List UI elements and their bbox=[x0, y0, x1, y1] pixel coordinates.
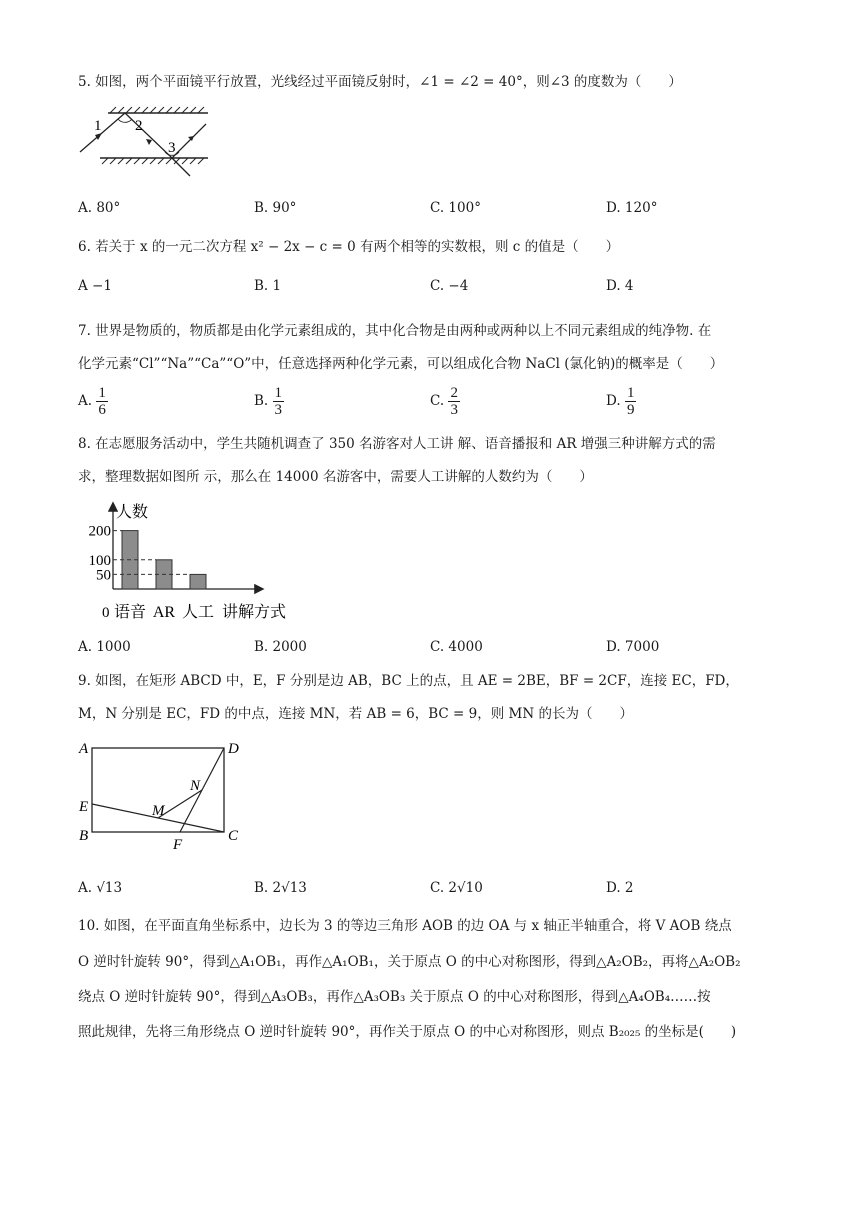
q5-option-d: D. 120° bbox=[606, 200, 658, 216]
chart-category-label-1: 语音 bbox=[113, 604, 147, 621]
q8-option-d: D. 7000 bbox=[606, 639, 660, 655]
q5-angle-3-label: 3 bbox=[168, 140, 176, 156]
q8-stem-line-2: 求，整理数据如图所 示，那么在 14000 名游客中，需要人工讲解的人数约为（ ） bbox=[78, 469, 593, 485]
q7-option-a-fraction bbox=[96, 385, 108, 418]
q9-option-c: C. 2√10 bbox=[430, 880, 483, 896]
chart-category-label-2: AR bbox=[152, 604, 176, 621]
q7-option-d-label: D. bbox=[606, 393, 621, 409]
q9-rectangle-figure bbox=[76, 736, 256, 854]
q7-option-d bbox=[606, 385, 636, 418]
q5-option-a: A. 80° bbox=[78, 200, 121, 216]
q9-label-a: A bbox=[79, 741, 89, 757]
q8-option-c: C. 4000 bbox=[430, 639, 483, 655]
q7-option-b-fraction bbox=[273, 385, 285, 418]
q9-label-m: M bbox=[152, 803, 165, 819]
q5-mirror-figure bbox=[76, 106, 216, 182]
q7-option-d-numerator: 1 bbox=[626, 385, 635, 401]
q9-option-a: A. √13 bbox=[78, 880, 123, 896]
q9-label-n: N bbox=[190, 778, 201, 794]
q10-stem-line-2: O 逆时针旋转 90°，得到△A₁OB₁，再作△A₁OB₁，关于原点 O 的中心对称图形，得到△A₂OB₂，再将△A₂OB₂ bbox=[78, 954, 741, 970]
q9-option-d: D. 2 bbox=[606, 880, 634, 896]
q7-option-c-label: C. bbox=[430, 393, 445, 409]
q10-stem-line-3: 绕点 O 逆时针旋转 90°，得到△A₃OB₃，再作△A₃OB₃ 关于原点 O 的中心对称图形，得到△A₄OB₄……按 bbox=[78, 989, 711, 1005]
q10-stem-line-1: 10. 如图，在平面直角坐标系中，边长为 3 的等边三角形 AOB 的边 OA 与 x 轴正半轴重合，将 V AOB 绕点 bbox=[78, 918, 732, 934]
q7-stem-line-2: 化学元素“Cl”“Na”“Ca”“O”中，任意选择两种化学元素，可以组成化合物 NaCl (氯化钠)的概率是（ ） bbox=[78, 356, 724, 372]
q5-angle-1-label: 1 bbox=[94, 118, 102, 134]
q7-option-c-denominator: 3 bbox=[450, 402, 458, 418]
q9-stem-line-2: M，N 分别是 EC，FD 的中点，连接 MN，若 AB = 6，BC = 9，则 MN 的长为（ ） bbox=[78, 706, 633, 722]
q7-option-a-numerator: 1 bbox=[98, 385, 106, 401]
q8-bar-chart bbox=[76, 500, 296, 624]
chart-y-tick-2: 100 bbox=[88, 552, 111, 569]
q7-option-a-label: A. bbox=[78, 393, 93, 409]
q9-label-b: B bbox=[79, 828, 89, 844]
q7-option-b-numerator: 1 bbox=[274, 385, 283, 401]
q7-option-d-fraction bbox=[625, 385, 637, 418]
chart-origin-label: 0 bbox=[102, 605, 110, 621]
chart-y-tick-1: 200 bbox=[88, 523, 111, 540]
q7-option-d-denominator: 9 bbox=[626, 402, 635, 418]
q9-label-f: F bbox=[173, 837, 183, 853]
q8-option-a: A. 1000 bbox=[78, 639, 131, 655]
q9-label-e: E bbox=[79, 799, 89, 815]
chart-bar-3 bbox=[190, 574, 206, 589]
q5-stem: 5. 如图，两个平面镜平行放置，光线经过平面镜反射时，∠1 = ∠2 = 40°，则∠3 的度数为（ ） bbox=[78, 74, 682, 90]
q7-option-a-denominator: 6 bbox=[98, 402, 106, 418]
q9-label-d: D bbox=[228, 741, 239, 757]
q5-option-c: C. 100° bbox=[430, 200, 481, 216]
chart-category-label-3: 人工 bbox=[181, 604, 215, 621]
q5-option-b: B. 90° bbox=[254, 200, 297, 216]
chart-y-tick-3: 50 bbox=[96, 567, 111, 584]
q9-label-c: C bbox=[228, 828, 239, 844]
chart-ylabel: 人数 bbox=[116, 504, 149, 521]
q6-option-d: D. 4 bbox=[606, 278, 634, 294]
q8-option-b: B. 2000 bbox=[254, 639, 307, 655]
q7-option-b bbox=[254, 385, 284, 418]
q7-option-c-numerator: 2 bbox=[450, 385, 458, 401]
q9-stem-line-1: 9. 如图，在矩形 ABCD 中，E，F 分别是边 AB，BC 上的点，且 AE = 2BE，BF = 2CF，连接 EC，FD， bbox=[78, 673, 739, 689]
q9-option-b: B. 2√13 bbox=[254, 880, 307, 896]
q7-option-c-fraction bbox=[448, 385, 460, 418]
q10-stem-line-4: 照此规律，先将三角形绕点 O 逆时针旋转 90°，再作关于原点 O 的中心对称图形，则点 B₂₀₂₅ 的坐标是( ) bbox=[78, 1024, 737, 1040]
q8-stem-line-1: 8. 在志愿服务活动中，学生共随机调查了 350 名游客对人工讲 解、语音播报和 AR 增强三种讲解方式的需 bbox=[78, 436, 716, 452]
chart-xlabel: 讲解方式 bbox=[222, 604, 287, 621]
q6-option-c: C. −4 bbox=[430, 278, 469, 294]
q6-option-b: B. 1 bbox=[254, 278, 282, 294]
q7-stem-line-1: 7. 世界是物质的，物质都是由化学元素组成的，其中化合物是由两种或两种以上不同元素组成的纯净物. 在 bbox=[78, 323, 712, 339]
q7-option-b-label: B. bbox=[254, 393, 269, 409]
q6-option-a: A −1 bbox=[78, 278, 112, 294]
q6-stem: 6. 若关于 x 的一元二次方程 x² − 2x − c = 0 有两个相等的实数根，则 c 的值是（ ） bbox=[78, 239, 620, 255]
q7-option-c bbox=[430, 385, 460, 418]
q7-option-b-denominator: 3 bbox=[274, 402, 283, 418]
q7-option-a bbox=[78, 385, 108, 418]
q5-angle-2-label: 2 bbox=[135, 118, 143, 134]
